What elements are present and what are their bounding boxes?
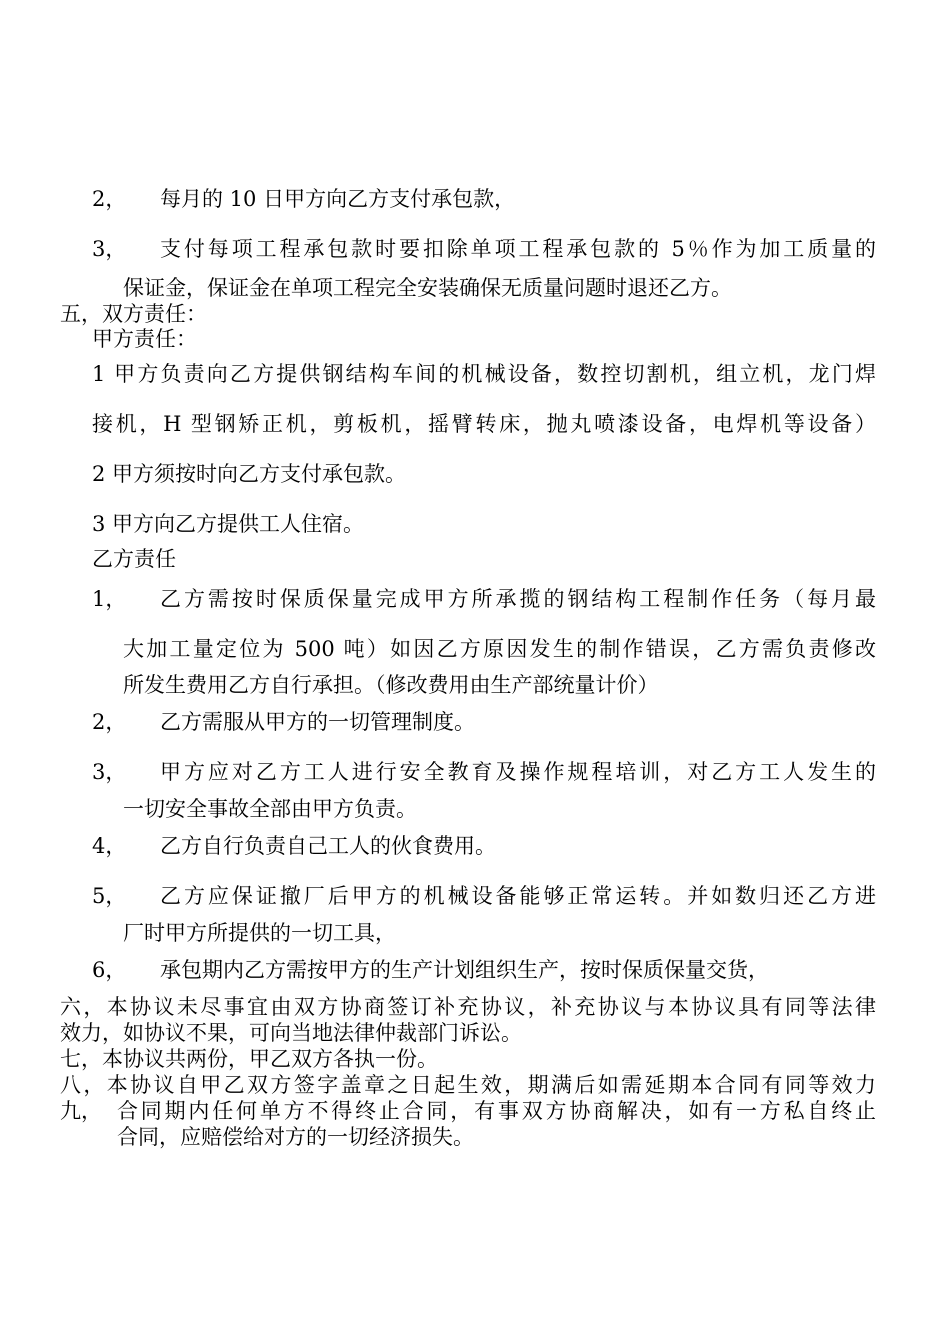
pay-item-3-line-2: 保证金，保证金在单项工程完全安装确保无质量问题时退还乙方。 [123, 276, 732, 300]
party-b-item-6-number: 6， [92, 958, 127, 982]
party-b-item-1-number: 1， [92, 587, 127, 611]
party-b-item-4-text: 乙方自行负责自己工人的伙食费用。 [160, 834, 496, 858]
party-b-item-2-number: 2， [92, 710, 127, 734]
pay-item-3-number: 3， [92, 237, 127, 261]
pay-item-3-line-1: 支付每项工程承包款时要扣除单项工程承包款的 5％作为加工质量的 [160, 237, 876, 261]
party-a-item-3: 3 甲方向乙方提供工人住宿。 [92, 512, 365, 536]
party-b-item-3-line-2: 一切安全事故全部由甲方负责。 [123, 797, 417, 821]
party-a-item-1-line-2: 接机，H 型钢矫正机，剪板机，摇臂转床，抛丸喷漆设备，电焊机等设备） [92, 412, 876, 436]
party-b-item-2-text: 乙方需服从甲方的一切管理制度。 [160, 710, 475, 734]
pay-item-2-number: 2， [92, 187, 127, 211]
party-b-item-1-line-2: 大加工量定位为 500 吨）如因乙方原因发生的制作错误，乙方需负责修改 [123, 637, 876, 661]
pay-item-2-text: 每月的 10 日甲方向乙方支付承包款， [160, 187, 516, 211]
section-9-number: 九， [60, 1099, 102, 1123]
section-6-line-1: 六，本协议未尽事宜由双方协商签订补充协议，补充协议与本协议具有同等法律 [60, 995, 876, 1019]
party-b-item-3-line-1: 甲方应对乙方工人进行安全教育及操作规程培训，对乙方工人发生的 [160, 760, 876, 784]
party-b-item-1-line-1: 乙方需按时保质保量完成甲方所承揽的钢结构工程制作任务（每月最 [160, 587, 876, 611]
section-8: 八，本协议自甲乙双方签字盖章之日起生效，期满后如需延期本合同有同等效力 [60, 1073, 876, 1097]
party-b-item-1-line-3: 所发生费用乙方自行承担。（修改费用由生产部统量计价） [123, 673, 659, 697]
party-a-heading: 甲方责任： [92, 327, 197, 351]
party-b-item-4-number: 4， [92, 834, 127, 858]
party-b-item-5-number: 5， [92, 884, 127, 908]
party-b-item-6-text: 承包期内乙方需按甲方的生产计划组织生产，按时保质保量交货， [160, 958, 769, 982]
party-b-item-5-line-2: 厂时甲方所提供的一切工具， [123, 921, 396, 945]
section-9-line-2: 合同，应赔偿给对方的一切经济损失。 [117, 1125, 474, 1149]
party-b-item-5-line-1: 乙方应保证撤厂后甲方的机械设备能够正常运转。并如数归还乙方进 [160, 884, 876, 908]
party-b-item-3-number: 3， [92, 760, 127, 784]
section-9-line-1: 合同期内任何单方不得终止合同，有事双方协商解决，如有一方私自终止 [117, 1099, 876, 1123]
section-7: 七，本协议共两份，甲乙双方各执一份。 [60, 1047, 438, 1071]
section-6-line-2: 效力，如协议不果，可向当地法律仲裁部门诉讼。 [60, 1021, 522, 1045]
party-a-item-2: 2 甲方须按时向乙方支付承包款。 [92, 462, 407, 486]
party-b-heading: 乙方责任 [92, 547, 176, 571]
party-a-item-1-line-1: 1 甲方负责向乙方提供钢结构车间的机械设备，数控切割机，组立机，龙门焊 [92, 362, 876, 386]
section-5-heading: 五，双方责任： [60, 302, 207, 326]
